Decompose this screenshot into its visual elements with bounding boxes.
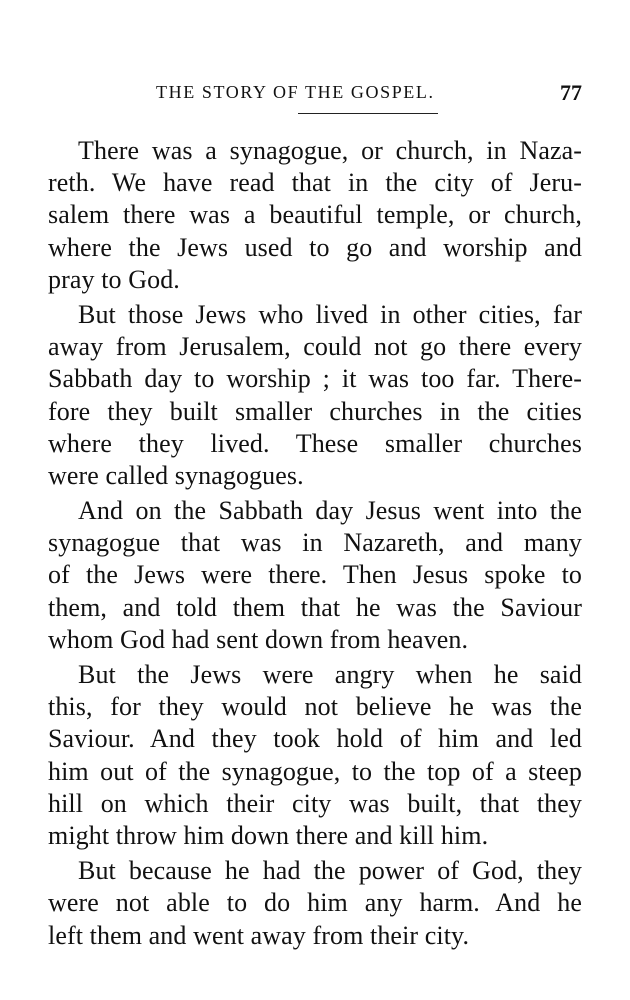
running-head [48,82,582,112]
text-line: away from Jerusalem, could not go there every [48,332,582,362]
text-line: There was a synagogue, or church, in Naza- [78,136,582,165]
text-line: But because he had the power of God, they [78,856,582,886]
text-line: left them and went away from their city. [48,920,470,950]
text-line: salem there was a beautiful temple, or church, [48,200,582,230]
paragraph-2 [48,299,582,492]
running-head-title: THE STORY OF THE GOSPEL. [156,82,435,102]
text-line: synagogue that was in Nazareth, and many [48,528,582,558]
text-line: reth. We have read that in the city of Jeru- [48,168,582,198]
text-line: But those Jews who lived in other cities, far [78,299,582,329]
text-line: But the Jews were angry when he said [78,660,582,689]
body-text [48,135,582,952]
header-rule [298,113,438,114]
text-line: And on the Sabbath day Jesus went into the [78,496,582,526]
text-line: pray to God. [48,264,180,294]
text-line: were not able to do him any harm. And he [48,888,582,918]
text-line: might throw him down there and kill him. [48,820,489,850]
paragraph-5 [48,855,582,952]
text-line: them, and told them that he was the Saviour [48,592,582,622]
text-line: of the Jews were there. Then Jesus spoke to [48,560,582,590]
page-number: 77 [560,80,582,105]
paragraph-3 [48,495,582,656]
text-line: whom God had sent down from heaven. [48,624,469,654]
text-line: hill on which their city was built, that they [48,788,582,818]
text-line: Sabbath day to worship ; it was too far. There- [48,364,582,394]
text-line: fore they built smaller churches in the cities [48,396,582,426]
text-line: this, for they would not believe he was the [48,692,582,722]
text-line: Saviour. And they took hold of him and led [48,724,582,754]
text-line: him out of the synagogue, to the top of a steep [48,756,582,786]
text-line: were called synagogues. [48,460,304,490]
paragraph-4 [48,659,582,852]
paragraph-1 [48,135,582,296]
text-line: where the Jews used to go and worship and [48,232,582,262]
text-line: where they lived. These smaller churches [48,428,582,458]
